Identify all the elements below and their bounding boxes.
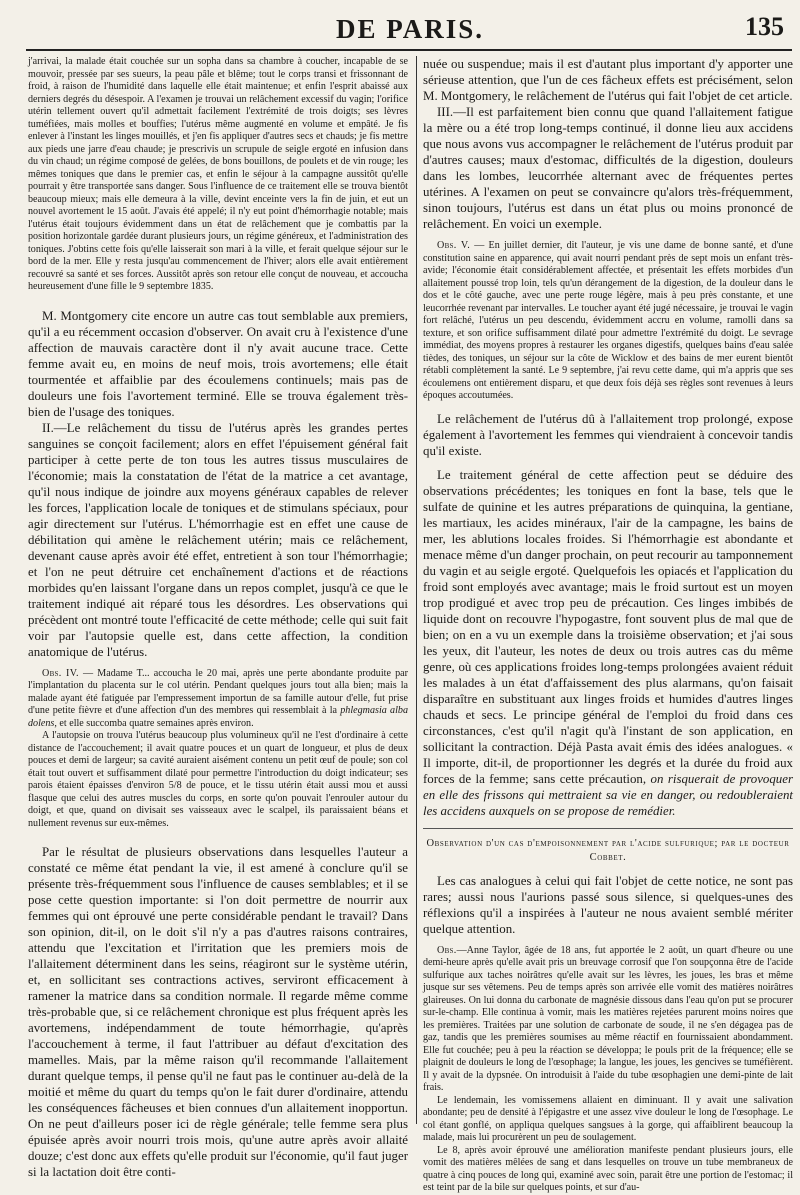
case-continuation: j'arrivai, la malade était couchée sur un sopha dans sa chambre à coucher, incapable de se mouvoir, pressée par ses sueurs, la peau pâle et blême; tout le corps transi et frissonnant de froid, à raison de l'humidité dans laquelle elle était maintenue; et enfin l'esprit abaissé aux derniers degrés du désespoir. A l'examen je trouvai un relâchement excessif du vagin; l'orifice utérin tellement ouvert qu'il admettait facilement l'extrémité de trois doigts; ses lèvres tuméfiées, mais molles et bouffies; l'utérus même augmenté en volume et empâté. Je fis enlever à l'instant les linges mouillés, et j'en fis appliquer d'autres secs et chauds; je fis mettre aux pieds une jarre d'eau chaude; je prescrivis un scrupule de seigle ergoté en infusion dans du vin chaud; un régime composé de gelées, de bons bouillons, de poulets et de vin rouge; les mêmes toniques que dans le premier cas, et enfin le séjour à la campagne aussitôt qu'elle pourrait y être transportée sans danger. Sous l'influence de ce traitement elle se trouva bientôt beaucoup mieux; mais elle demeura à la ville, devint enceinte vers la fin de juin, et eut un nouvel avortement le 15 août. J'avais été appelé; il n'y eut point d'hémorrhagie notable; mais l'utérus était toujours évidemment dans un état de relâchement que je combattis par la position horizontale gardée durant plusieurs jours, un régime généreux, et l'administration des toniques. J'obtins cette fois qu'elle laisserait son mari à la ville, et ferait quelque séjour sur le bord de la mer. Elle y resta jusqu'au commencement de l'hiver; alors elle avait entièrement recouvré sa santé et ses forces. Aussitôt après son retour elle conçut de nouveau, et accoucha heureusement d'une fille le 9 septembre 1835. — [28, 56, 408, 292]
left-column — [28, 56, 408, 1179]
paragraph-continuation: nuée ou suspendue; mais il est d'autant plus important d'y apporter une sérieuse attention, que l'un de ces fâcheux effets est précisément, selon M. Montgomery, le relâchement de l'utérus qui fait l'objet de cet article. — [423, 57, 793, 103]
masthead — [0, 0, 800, 52]
obs4-label: Obs. IV. — [42, 667, 79, 679]
obs4-text: — Madame T... accoucha le 20 mai, après une perte abondante produite par l'implantation du placenta sur le col utérin. Pendant quelques jours tout alla bien; mais la malade ayant été fatiguée par l'empressement importun de sa famille autour d'elle, fut prise d'une petite fièvre et d'une affection d'un des membres qui ressemblait à la — [28, 667, 408, 716]
page-number: 135 — [745, 12, 784, 41]
observation-five — [423, 240, 793, 403]
paragraph-section-three: III.—Il est parfaitement bien connu que quand l'allaitement fatigue la mère ou a été trop long-temps continué, il donne lieu aux accidens que nous avons vus accompagner le relâchement de l'utérus produit par d'autres causes; maux d'estomac, difficultés de la digestion, douleurs dans les lombes, leucorrhée alternant avec de fréquentes pertes utérines. A l'examen on peut se convaincre qu'alors très-fréquemment, sinon toujours, l'utérus est dans un état plus ou moins prononcé de relâchement. En voici un exemple. — [423, 105, 793, 231]
header-rule — [26, 49, 792, 51]
paragraph-lendemain: Le lendemain, les vomissemens allaient en diminuant. Il y avait une salivation abondante; peu de densité à l'épigastre et une assez vive douleur le long de l'œsophage. Le col étant gonflé, on appliqua quelques sangsues à la gorge, qui affaiblirent beaucoup la malade, mais lui procurèrent un peu de soulagement. — [423, 1094, 793, 1143]
treatment-quote-italic: on risquerait de provoquer en elle des frissons qui mettraient sa vie en danger, ou redoubleraient les accidens auxquels on se propose de remédier. — [423, 771, 793, 818]
paragraph-le-8: Le 8, après avoir éprouvé une amélioration manifeste pendant plusieurs jours, elle vomit des matières mêlées de sang et dans lesquelles on trouve un tube membraneux de quatre à cinq pouces de long qui, examiné avec soin, parait être une portion de l'estomac; il est teint par de la bile sur quelques points, et sur d'au- — [423, 1144, 793, 1193]
section-rule — [423, 828, 793, 829]
section-heading: Observation d'un cas d'empoisonnement par l'acide sulfurique; par le docteur Cobbet. — [426, 837, 790, 863]
observation-taylor — [423, 945, 793, 1095]
paragraph-relachement: Le relâchement de l'utérus dû à l'allaitement trop prolongé, expose également à l'avortement les femmes qui viendraient à concevoir tandis qu'il existe. — [423, 411, 793, 458]
obs5-label: Obs. V. — [437, 240, 471, 251]
obs-text: —Anne Taylor, âgée de 18 ans, fut apportée le 2 août, un quart d'heure ou une demi-heure après qu'elle avait pris un breuvage corrosif que l'on soupçonna être de l'acide sulfurique aux taches noirâtres qu'elle avait sur les lèvres, les joues, les bras et même jusque sur ses vêtemens. Peu de temps après son arrivée elle vomit des matières noirâtres glaireuses. On lui donna du carbonate de magnésie dissous dans l'eau qu'on put se procurer sur-le-champ. Elle continua à vomir, mais les matières rejetées parurent moins noires que les premières. Traitées par une solution de carbonate de soude, il ne s'en dégagea pas de gaz, tandis que les premières soumises au même réactif en fournissaient abondamment. Elle fut couchée; peu à peu la réaction se développa; le pouls prit de la fréquence; elle se plaignit de douleurs le long de l'œsophage; la langue, les joues, les gencives se tuméfièrent. Il y avait de la dypsnée. On introduisit à l'aide du tube œsophagien une demi-pinte de lait frais. — [423, 944, 793, 1093]
paragraph-conclusions: Par le résultat de plusieurs observations dans lesquelles l'auteur a constaté ce même état pendant la vie, il est amené à conclure qu'il se présente très-fréquemment sous l'influence de causes semblables; et il se pose cette question importante: si l'on doit permettre de nourrir aux femmes qui ont éprouvé une perte considérable pendant le travail? Dans son opinion, dit-il, on le doit s'il n'y a pas d'autres raisons contraires, attendu que l'excitation et l'irritation que les premiers mois de l'allaitement déterminent dans les seins, réagiront sur le système utérin, et, en sollicitant ses contractions actives, serviront efficacement à ramener la matrice dans sa condition normale. Il regarde même comme très-probable que, si ce relâchement chronique est plus fréquent après les avortemens, indépendamment de toute hémorrhagie, qu'après l'accouchement à terme, il faut l'attribuer au défaut d'excitation des mamelles. Mais, par la même raison qu'il recommande l'allaitement durant quelque temps, il pense qu'il ne faut pas le continuer au-delà de la moitié et même du quart du temps qu'on le fait durer d'ordinaire, attendu les conséquences fâcheuses et bien connues d'un allaitement inopportun. On ne peut d'ailleurs poser ici de règle générale; telle femme sera plus épuisée après avoir nourri trois mois, qu'une autre après avoir allaité douze; c'est donc aux effets qu'elle produit sur l'économie, qu'il faut juger si la lactation doit être conti- — [28, 845, 408, 1179]
autopsy-paragraph: A l'autopsie on trouva l'utérus beaucoup plus volumineux qu'il ne l'est d'ordinaire à cette distance de l'accouchement; il avait quatre pouces et un quart de longueur, et plus de deux pouces et demi de largeur; sa cavité auraient aisément contenu un petit œuf de poule; son col était tout ouvert et suffisamment dilaté pour permettre l'introduction du doigt indicateur; ses parois étaient épaisses d'environ 5/8 de pouce, et le tissu utérin était aussi mou et aussi flasque que celui des autres muscles du corps, en sorte qu'on pouvait l'enrouler autour du doigt, et que, quand on divisait ses vaisseaux avec le scalpel, ils paraissaient béans et nullement revenus sur eux-mêmes. — [28, 730, 408, 829]
paragraph-montgomery-case: M. Montgomery cite encore un autre cas tout semblable aux premiers, qu'il a eu récemment occasion d'observer. On avait cru à l'existence d'une affection de mauvais caractère dont il n'y avait aucune trace. Cette femme avait eu, en moins de neuf mois, trois avortemens; elle était tourmentée et affaiblie par des écoulemens continuels; mais pas de douleurs une fois l'avortement terminé. Elle se trouva également très-bien de l'usage des toniques. — [28, 308, 408, 419]
treatment-text: Le traitement général de cette affection peut se déduire des observations précédentes; les toniques en font la base, tels que le sulfate de quinine et les autres préparations de quinquina, la gentiane, les martiaux, les acides minéraux, l'air de la campagne, les bains de mer, les ablutions locales froides. Si l'hémorrhagie est abondante et menace même d'un danger prochain, on peut recourir au tamponnement du vagin et au seigle ergoté. Quelquefois les opiacés et l'application du froid sont employés avec avantage; mais le froid surtout est un moyen trop prodigué et avec trop peu de précaution. Ces linges imbibés de liquide dont on recouvre l'hypogastre, font souvent plus de mal que de bien; on en a vu un exemple dans la troisième observation; et j'ai sous les yeux, dit l'auteur, les notes de deux ou trois autres cas du même genre, où ces applications froides long-temps prolongées avaient réduit les malades à un état d'affaissement des plus alarmans, qu'on faisait disparaître en substituant aux linges froids et humides d'autres linges chauds et secs. Le principe général de l'emploi du froid dans ces circonstances, c'est qu'il n'agit qu'à l'instant de son application, en sollicitant la contraction. Déjà Pasta avait émis des idées analogues. « Il importe, dit-il, de proportionner les degrés et la durée du froid aux forces de la femme; sans cette précaution, — [423, 467, 793, 786]
obs4-end: , et elle succomba quatre semaines après environ. — [54, 717, 254, 729]
obs-label: Obs. — [437, 944, 457, 956]
obs5-text: — En juillet dernier, dit l'auteur, je vis une dame de bonne santé, et d'une constitution saine en apparence, qui avait nourri pendant près de sept mois un enfant très-avide; l'économie était considérablement affectée, et présentait les effets morbides d'un allaitement poussé trop loin, tels qu'un dérangement de la digestion, de la douleur dans le dos et le côté gauche, avec une perte rouge légère, mais à peu près constante, et une leucorrhée revenant par intervalles. Le toucher ayant été jugé nécessaire, je trouvai le vagin fort relâché, l'utérus un peu descendu, évidemment accru en volume, ramolli dans sa texture, et son orifice suffisamment dilaté pour admettre l'extrémité du doigt. Le sevrage immédiat, des moyens propres à restaurer les organes digestifs, quelques bains d'eau salée tièdes, des toniques, un séjour sur la côte de Wicklow et des bains de mer eurent bientôt rétabli complètement la santé. Le 9 septembre, j'ai revu cette dame, qui m'a appris que ses écoulemens ont entièrement disparu, et que deux fois déjà ses règles sont revenues à leurs époques accoutumées. — [423, 240, 793, 401]
paragraph-treatment — [423, 467, 793, 819]
paragraph-section-two: II.—Le relâchement du tissu de l'utérus après les grandes pertes sanguines se conçoit facilement; alors en effet l'épuisement général fait participer à cette perte de ton tous les autres tissus musculaires de l'économie; mais la constatation de l'état de la matrice a cet avantage, qu'il nous indique de joindre aux moyens généraux capables de relever les forces, l'application locale de toniques et de stimulans spéciaux, pour agir directement sur l'utérus. L'hémorrhagie est en effet une cause de débilitation qui amène le relâchement utérin; mais ce relâchement, devenant cause après avoir été effet, entretient à son tour l'hémorrhagie; et l'on ne peut détruire cet enchaînement d'actions et de réactions morbides qu'en laissant l'organe dans un repos complet, jusqu'à ce que le traitement indiqué ait réparé tous les désordres. Les observations qui précèdent ont montré toute l'efficacité de cette méthode; celle qui suit fait voir par l'autopsie quelle est, dans cette affection, la condition anatomique de l'utérus. — [28, 420, 408, 659]
column-divider — [416, 56, 417, 1124]
page-title: DE PARIS. — [335, 14, 485, 44]
paragraph-intro: Les cas analogues à celui qui fait l'objet de cette notice, ne sont pas rares; aussi nous l'aurions passé sous silence, si quelques-unes des réflexions qu'il a inspirées à l'auteur ne nous avaient semblé mériter quelque attention. — [423, 873, 793, 936]
obs4-italic: phlegmasia alba dolens — [28, 705, 408, 729]
right-column — [423, 56, 793, 1193]
observation-four — [28, 668, 408, 731]
